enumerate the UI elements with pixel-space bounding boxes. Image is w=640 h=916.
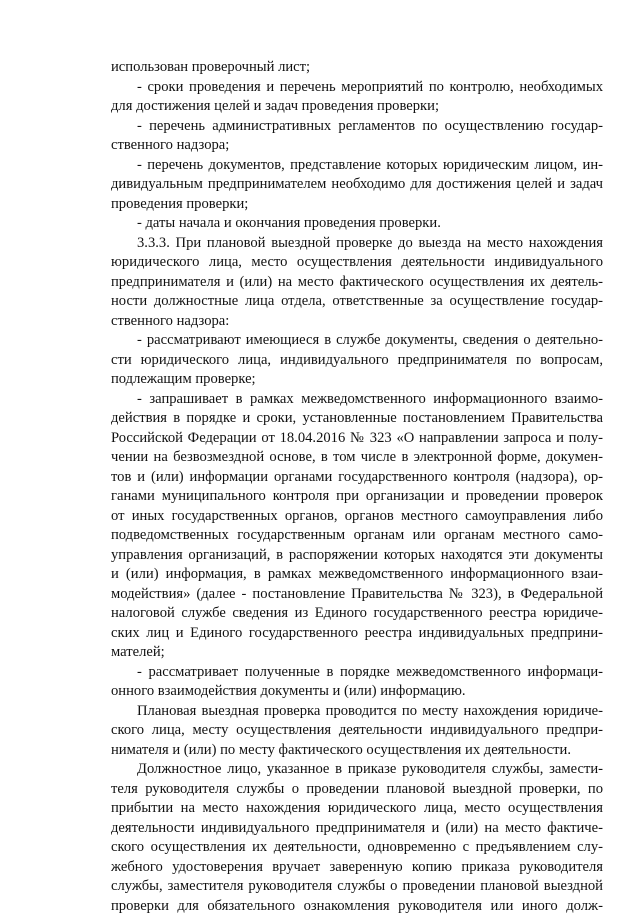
text-line: - перечень документов, представление которых юридическим лицом, ин- [111, 156, 603, 176]
text-line: юридического лица, место осуществления деятельности индивидуального [111, 253, 603, 273]
text-line: дивидуальным предпринимателем необходимо для достижения целей и задач [111, 175, 603, 195]
text-line: ности должностные лица отдела, ответственные за осуществление государ- [111, 292, 603, 312]
text-line: ственного надзора; [111, 136, 603, 156]
text-line: ского лица, месту осуществления деятельности индивидуального предпри- [111, 721, 603, 741]
text-line: ских лиц и Единого государственного реестра индивидуальных предприни- [111, 624, 603, 644]
text-line: жебного удостоверения вручает заверенную копию приказа руководителя [111, 858, 603, 878]
text-line: - сроки проведения и перечень мероприятий по контролю, необходимых [111, 78, 603, 98]
text-line: теля руководителя службы о проведении плановой выездной проверки, по [111, 780, 603, 800]
text-line: - рассматривает полученные в порядке межведомственного информаци- [111, 663, 603, 683]
text-line: подлежащим проверке; [111, 370, 603, 390]
text-line: - запрашивает в рамках межведомственного информационного взаимо- [111, 390, 603, 410]
text-line: тов и (или) информации органами государственного контроля (надзора), ор- [111, 468, 603, 488]
text-line: Российской Федерации от 18.04.2016 № 323 «О направлении запроса и полу- [111, 429, 603, 449]
text-line: прибытии на место нахождения юридического лица, место осуществления [111, 799, 603, 819]
text-line: мателей; [111, 643, 603, 663]
text-line: ганами муниципального контроля при организации и проведении проверок [111, 487, 603, 507]
text-line: Плановая выездная проверка проводится по месту нахождения юридиче- [111, 702, 603, 722]
text-line: ственного надзора: [111, 312, 603, 332]
text-line: сти юридического лица, индивидуального предпринимателя по вопросам, [111, 351, 603, 371]
text-line: - перечень административных регламентов по осуществлению государ- [111, 117, 603, 137]
text-line: - рассматривают имеющиеся в службе документы, сведения о деятельно- [111, 331, 603, 351]
text-line: от иных государственных органов, органов местного самоуправления либо [111, 507, 603, 527]
text-line: ского осуществления их деятельности, одновременно с предъявлением слу- [111, 838, 603, 858]
text-line: проведения проверки; [111, 195, 603, 215]
text-line: нимателя и (или) по месту фактического осуществления их деятельности. [111, 741, 603, 761]
text-line: Должностное лицо, указанное в приказе руководителя службы, замести- [111, 760, 603, 780]
text-line: подведомственных государственным органам или органам местного само- [111, 526, 603, 546]
text-line: проверки для обязательного ознакомления руководителя или иного долж- [111, 897, 603, 916]
text-line: управления организаций, в распоряжении которых находятся эти документы [111, 546, 603, 566]
document-body [111, 58, 603, 916]
text-line: налоговой службе сведения из Единого государственного реестра юридиче- [111, 604, 603, 624]
text-line: службы, заместителя руководителя службы о проведении плановой выездной [111, 877, 603, 897]
text-line: деятельности индивидуального предпринимателя и (или) на место фактиче- [111, 819, 603, 839]
text-line: предпринимателя и (или) на место фактического осуществления их деятель- [111, 273, 603, 293]
text-line: модействия» (далее - постановление Правительства № 323), в Федеральной [111, 585, 603, 605]
text-line: чении на безвозмездной основе, в том числе в электронной форме, докумен- [111, 448, 603, 468]
text-line: - даты начала и окончания проведения проверки. [111, 214, 603, 234]
text-line: действия в порядке и сроки, установленные постановлением Правительства [111, 409, 603, 429]
text-line: 3.3.3. При плановой выездной проверке до выезда на место нахождения [111, 234, 603, 254]
text-line: использован проверочный лист; [111, 58, 603, 78]
text-line: онного взаимодействия документы и (или) информацию. [111, 682, 603, 702]
text-line: для достижения целей и задач проведения проверки; [111, 97, 603, 117]
text-line: и (или) информация, в рамках межведомственного информационного взаи- [111, 565, 603, 585]
